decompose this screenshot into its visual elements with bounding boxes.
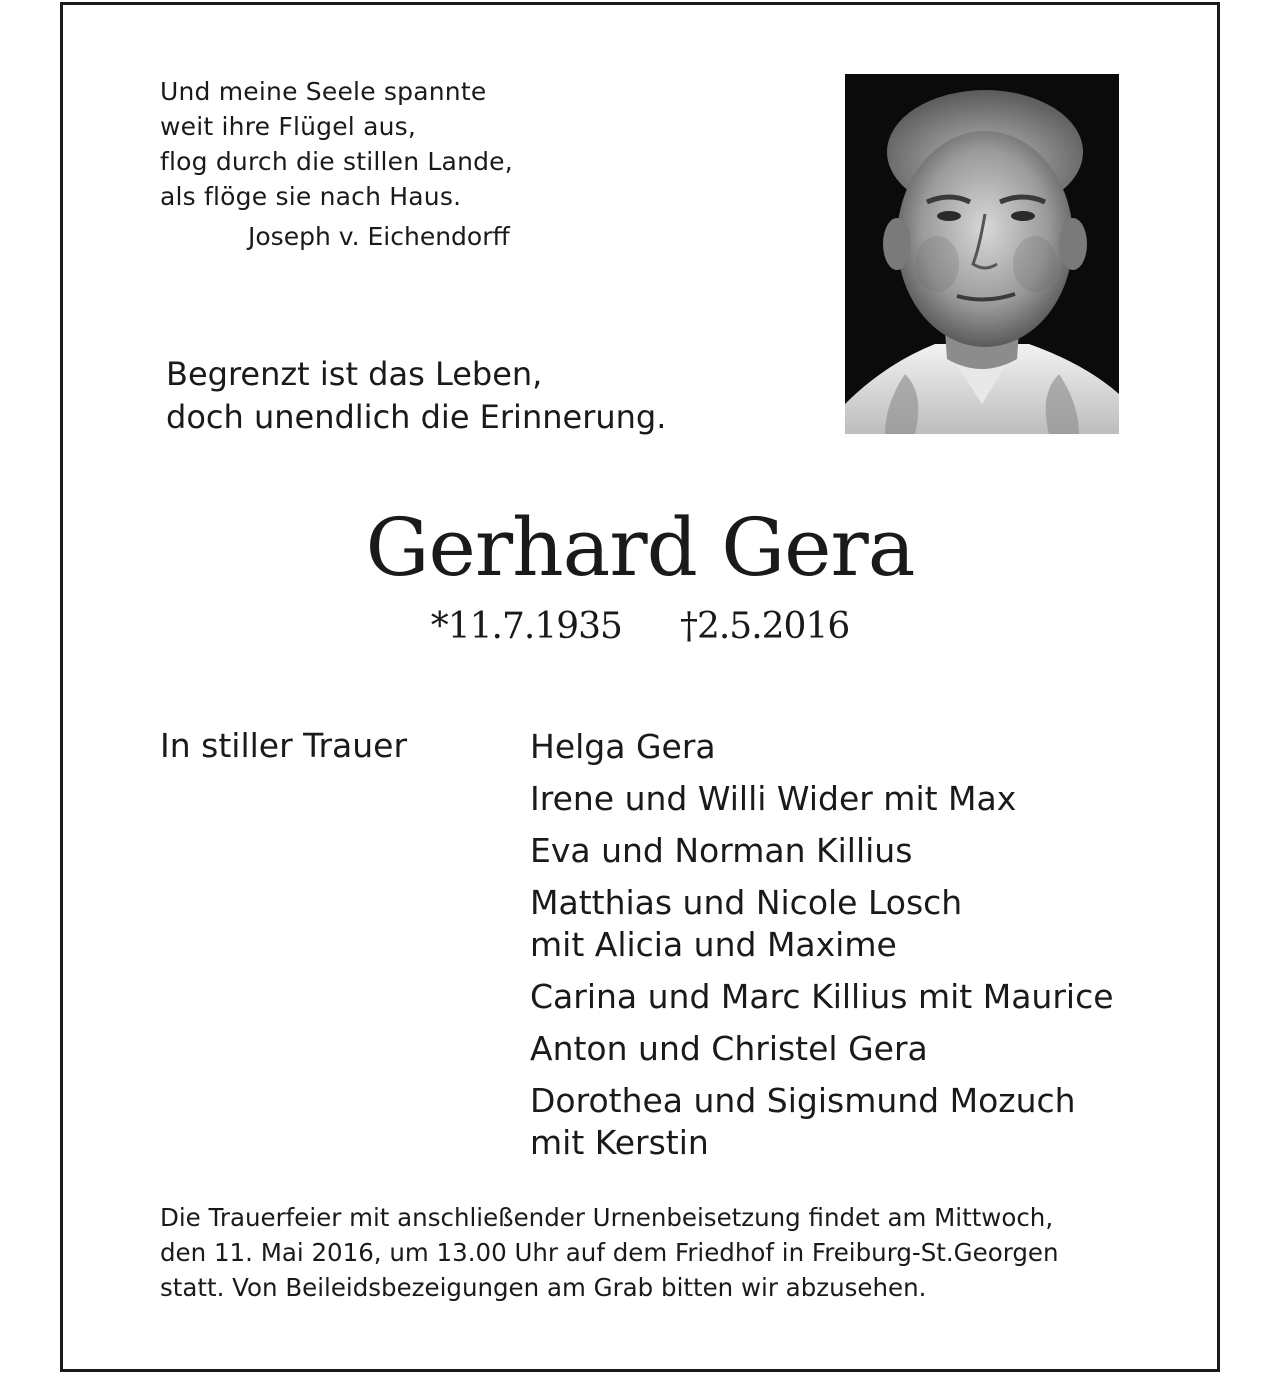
funeral-notice-line: Die Trauerfeier mit anschließender Urnenbeisetzung findet am Mittwoch, [160, 1203, 1054, 1232]
life-dates [0, 606, 1280, 647]
funeral-notice [160, 1200, 1059, 1305]
mourner-line: mit Kerstin [530, 1123, 709, 1162]
poem-line: als flöge sie nach Haus. [160, 182, 462, 211]
mourner-line: Matthias und Nicole Losch [530, 883, 963, 922]
mourner-entry [530, 1028, 1114, 1070]
poem-author: Joseph v. Eichendorff [248, 222, 510, 251]
motto-line: doch unendlich die Erinnerung. [166, 398, 667, 436]
deceased-name: Gerhard Gera [365, 501, 915, 594]
mourner-line: Helga Gera [530, 727, 716, 766]
mourners-list [530, 726, 1114, 1174]
mourner-line: Anton und Christel Gera [530, 1029, 928, 1068]
mourner-line: Eva und Norman Killius [530, 831, 913, 870]
mourner-entry [530, 882, 1114, 966]
death-date: †2.5.2016 [679, 606, 850, 647]
mourner-entry [530, 726, 1114, 768]
mourner-line: Irene und Willi Wider mit Max [530, 779, 1017, 818]
poem-line: flog durch die stillen Lande, [160, 147, 513, 176]
funeral-notice-line: den 11. Mai 2016, um 13.00 Uhr auf dem Friedhof in Freiburg-St.Georgen [160, 1238, 1059, 1267]
portrait-illustration [845, 74, 1119, 434]
portrait-photo [845, 74, 1119, 434]
poem-line: weit ihre Flügel aus, [160, 112, 417, 141]
funeral-notice-line: statt. Von Beileidsbezeigungen am Grab bitten wir abzusehen. [160, 1273, 927, 1302]
mourner-line: Dorothea und Sigismund Mozuch [530, 1081, 1076, 1120]
birth-date: *11.7.1935 [430, 606, 622, 647]
mourner-entry [530, 976, 1114, 1018]
mourner-line: mit Alicia und Maxime [530, 925, 897, 964]
mourner-entry [530, 1080, 1114, 1164]
motto-line: Begrenzt ist das Leben, [166, 355, 543, 393]
mourner-line: Carina und Marc Killius mit Maurice [530, 977, 1114, 1016]
mourner-entry [530, 778, 1114, 820]
poem [160, 74, 513, 214]
motto [166, 353, 666, 439]
mourner-entry [530, 830, 1114, 872]
mourning-label: In stiller Trauer [160, 726, 408, 765]
poem-line: Und meine Seele spannte [160, 77, 487, 106]
